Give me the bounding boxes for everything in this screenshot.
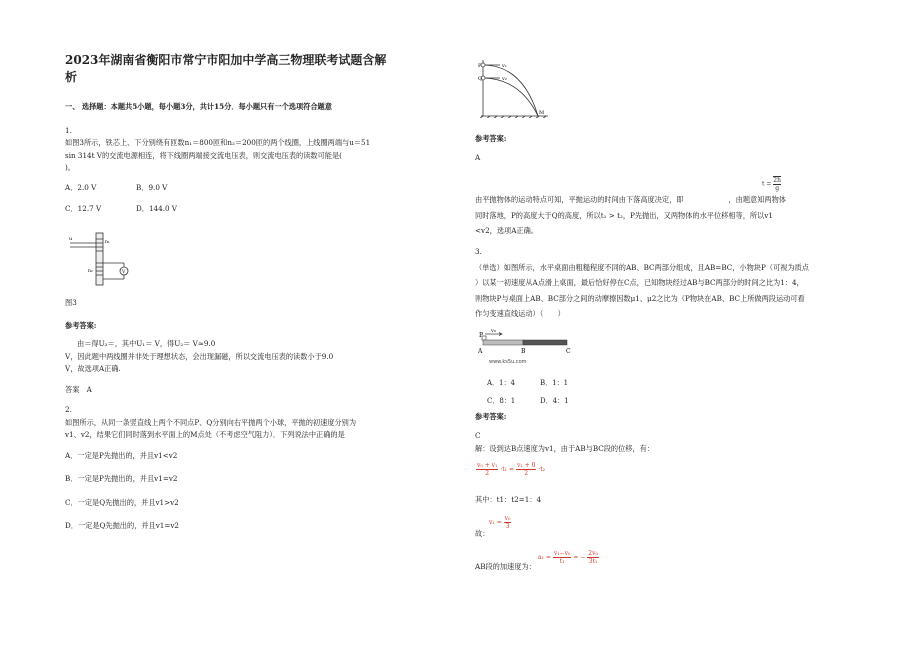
- fig-n2-label: n₂: [88, 269, 93, 274]
- transformer-figure: [68, 229, 138, 291]
- watermark: www.ks5u.com: [489, 359, 527, 365]
- q3-explanation-4: AB段的加速度为：: [475, 562, 536, 571]
- q2-explanation-1b: ，由题意知两物体: [728, 195, 786, 204]
- fig-m-label: M: [539, 110, 545, 116]
- q2-answer-heading: 参考答案:: [475, 134, 507, 143]
- q1-option-d[interactable]: D．144.0 V: [136, 204, 178, 213]
- q3-option-b[interactable]: B．1：1: [540, 379, 569, 387]
- eq3-num: v₁−v₀: [553, 550, 571, 557]
- q3-options-ab: [487, 377, 687, 390]
- eq2-lhs: v₁ =: [489, 519, 502, 526]
- q1-answer-heading: 参考答案:: [65, 320, 97, 330]
- q2-option-c[interactable]: C．一定是Q先抛出的，并且v1>v2: [65, 497, 179, 507]
- table-figure: [475, 325, 585, 370]
- eq1-b-num: v₁ + 0: [516, 462, 536, 469]
- doc-title-line1: 2023年湖南省衡阳市常宁市阳加中学高三物理联考试题含解: [65, 53, 387, 67]
- q2-option-a[interactable]: A．一定是P先抛出的，并且v1<v2: [65, 450, 178, 460]
- q3-explanation-2: 其中：t1：t2=1：4: [475, 495, 542, 504]
- q1-options-cd: [65, 203, 435, 216]
- fig-v-label: V: [122, 270, 126, 275]
- fig3-a-label: A: [478, 348, 483, 355]
- eq3-num2: 2v₀: [588, 550, 598, 557]
- q1-explanation-2: V，因此题中两线圈并非处于理想状态，会出现漏磁，所以交流电压表的读数小于9.0: [65, 351, 334, 361]
- q1-explanation-3: V，故选项A正确.: [65, 364, 121, 373]
- q2-explanation-3: <v2，选项A正确。: [475, 226, 538, 235]
- q3-answer: C: [475, 430, 481, 440]
- right-column: [475, 133, 865, 164]
- q1-option-a[interactable]: A．2.0 V: [65, 182, 97, 192]
- q3-option-c[interactable]: C．8：1: [487, 396, 516, 405]
- fig3-v0-label: v₀: [491, 328, 496, 334]
- q3-line2: ）以某一初速度从A点滑上桌面，最后恰好停在C点，已知物块经过AB与BC两部分的时间之比为1：4，: [475, 278, 804, 287]
- q1-explanation-1: 由＝得U₂＝，其中U₁＝ V，得U₂＝ V≈9.0: [77, 339, 216, 348]
- q3-explanation-3-wrap: [475, 528, 489, 541]
- q2-explanation-2: 同时落地，P的高度大于Q的高度，所以t₁ > t₂，P先抛出，又两物体的水平位移相等，所以v1: [475, 210, 773, 220]
- q2-option-d[interactable]: D．一定是Q先抛出的，并且v1=v2: [65, 521, 180, 530]
- q1-line3: )。: [65, 163, 75, 172]
- q1-figure-caption: 图3: [65, 298, 77, 307]
- doc-title: [65, 52, 435, 86]
- fig-p-label: P: [478, 63, 482, 69]
- q3-option-d[interactable]: D．4：1: [540, 396, 569, 405]
- q3-equation-1: [476, 462, 545, 477]
- q3-line1: （单选）如图所示，水平桌面由粗糙程度不同的AB、BC两部分组成，且AB=BC，小物块P（可视为质点: [475, 262, 809, 272]
- q3-options-cd: [487, 395, 687, 408]
- eq3-den2: 3t₁: [588, 558, 598, 565]
- eq1-a-den: 2: [485, 470, 490, 477]
- q3-explanation-4-wrap: [475, 561, 536, 574]
- formula-t-den: g: [775, 185, 780, 192]
- question-2: [65, 404, 435, 533]
- fig3-c-label: C: [566, 348, 571, 355]
- projectile-figure: [478, 58, 553, 118]
- q3-answer-heading: 参考答案:: [475, 412, 507, 421]
- fig-u-label: u: [69, 236, 73, 242]
- fig-q-label: Q: [478, 76, 483, 82]
- q3-line4: 作匀变速直线运动）（ ）: [475, 309, 565, 318]
- fig3-b-label: B: [521, 348, 526, 355]
- question-1: [65, 125, 435, 216]
- q2-explanation: [475, 194, 875, 238]
- q1-options-ab: [65, 182, 435, 195]
- q3-options: [487, 377, 687, 407]
- q3-line3: 则物块P与桌面上AB、BC部分之间的动摩擦因数μ1、μ2之比为（P物块在AB、BC上所做两段运动可看: [475, 293, 805, 303]
- fig-v1-label: v₁: [502, 63, 507, 69]
- eq1-mid: ·t₁ =: [500, 466, 515, 473]
- q1-option-c[interactable]: C．12.7 V: [65, 204, 102, 213]
- eq3-lhs: a₁ =: [538, 554, 551, 561]
- formula-t-num: 2h: [773, 177, 781, 184]
- eq1-b-den: 2: [524, 470, 529, 477]
- fig-v2-label: v₂: [502, 76, 507, 82]
- q2-number: 2.: [65, 405, 72, 414]
- q1-option-b[interactable]: B．9.0 V: [136, 182, 168, 192]
- q1-line1: 如图3所示，铁芯上、下分别绕有匝数n₁＝800匝和n₂＝200匝的两个线圈，上线圈两端与u＝51: [65, 138, 371, 147]
- q3-explanation-2-wrap: [475, 494, 541, 507]
- left-column-lower: [65, 297, 435, 533]
- q2-option-b[interactable]: B．一定是P先抛出的，并且v1=v2: [65, 474, 178, 483]
- q1-line2: sin 314t V的交流电源相连，将下线圈两端接交流电压表，则交流电压表的读数可能是(: [65, 150, 342, 160]
- fig3-p-label: P: [479, 332, 484, 339]
- section-heading: 一、 选择题：本题共5小题，每小题3分，共计15分．每小题只有一个选项符合题意: [65, 102, 332, 111]
- eq3-mid: = −: [573, 554, 586, 561]
- eq1-a-num: v₀ + v₁: [477, 462, 498, 469]
- q2-line2: v1、v2，结果它们同时落到水平面上的M点处（不考虑空气阻力）．下列说法中正确的是: [65, 430, 345, 439]
- q1-answer-line: 答案 A: [65, 384, 92, 394]
- q2-explanation-1a: 由平抛物体的运动特点可知，平抛运动的时间由下落高度决定，即: [475, 195, 684, 204]
- q2-line1: 如图所示，从同一条竖直线上两个不同点P、Q分别向右平抛两个小球，平抛的初速度分别为: [65, 417, 357, 427]
- doc-title-line2: 析: [65, 70, 78, 84]
- fig-n1-label: n₁: [105, 240, 110, 245]
- q2-answer: A: [475, 152, 481, 162]
- q3-number: 3.: [475, 247, 482, 256]
- eq1-end: ·t₂: [538, 466, 546, 473]
- q1-number: 1.: [65, 125, 72, 135]
- q3-explanation-3: 故：: [475, 529, 490, 538]
- left-column: [65, 52, 435, 216]
- eq3-den: t₁: [559, 558, 565, 565]
- q3-equation-2: [489, 515, 511, 530]
- q3-answer-block: [475, 411, 875, 456]
- q3-equation-3: [538, 550, 599, 565]
- formula-t-lhs: t =: [762, 180, 772, 188]
- eq2-num: v₀: [504, 515, 511, 522]
- q2-formula-t: [762, 176, 781, 192]
- q3-option-a[interactable]: A．1：4: [487, 379, 515, 387]
- question-3: [475, 246, 875, 321]
- q3-explanation-1: 解：设到达B点速度为v1，由于AB与BC段的位移，有：: [475, 444, 655, 453]
- eq2-den: 3: [505, 523, 510, 530]
